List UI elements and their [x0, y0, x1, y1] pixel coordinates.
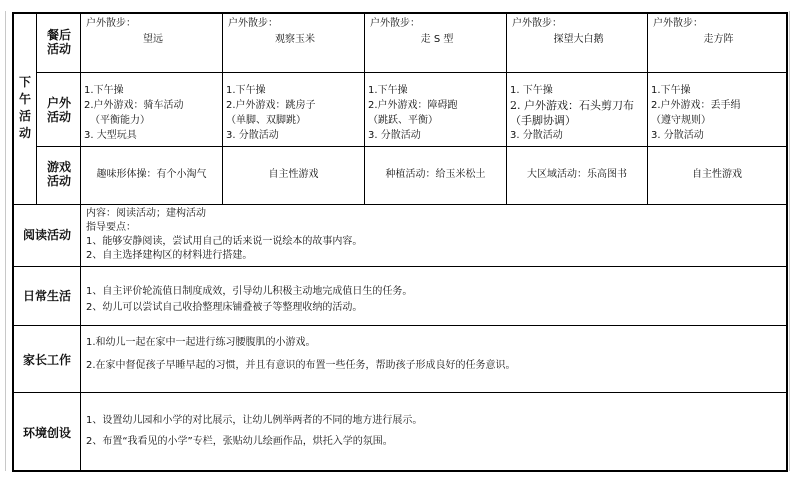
outdoor-line: 3. 分散活动 — [368, 130, 421, 141]
outdoor-line: 1.下午操 — [84, 85, 124, 96]
row-label-game-text: 游戏活动 — [46, 160, 71, 188]
game-cell-text: 趣味形体操：有个小淘气 — [96, 169, 207, 180]
outdoor-line: （跳跃、平衡） — [368, 115, 438, 126]
parent-work-point: 1.和幼儿一起在家中一起进行练习腰腹肌的小游戏。 — [86, 337, 316, 348]
row-label-environment: 环境创设 — [22, 426, 71, 440]
outdoor-line: 2.户外游戏：障碍跑 — [368, 100, 458, 111]
row-label-game — [44, 160, 74, 188]
environment-point: 2、布置“我看见的小学”专栏，张贴幼儿绘画作品，烘托入学的氛围。 — [86, 436, 393, 447]
row-divider — [36, 146, 787, 147]
daily-life-point: 2、幼儿可以尝试自己收拾整理床铺叠被子等整理收纳的活动。 — [86, 302, 363, 313]
game-cell-wed — [365, 168, 506, 182]
outdoor-line: 1.下午操 — [651, 85, 691, 96]
meal-cell-tue — [228, 17, 362, 47]
meal-cell-wed — [370, 17, 504, 47]
reading-point: 1、能够安静阅读，尝试用自己的话来说一说绘本的故事内容。 — [86, 236, 363, 247]
outdoor-line: （手脚协调） — [510, 114, 576, 127]
row-divider — [36, 72, 787, 73]
meal-cell-title: 走 S 型 — [420, 34, 454, 45]
margin-guide — [5, 11, 6, 471]
outdoor-line: （平衡能力） — [90, 115, 150, 126]
outdoor-line: 3. 大型玩具 — [84, 130, 137, 141]
game-cell-text: 种植活动：给玉米松土 — [385, 169, 486, 180]
row-label-outdoor-text: 户外活动 — [46, 96, 71, 124]
outdoor-line: 1.下午操 — [226, 85, 266, 96]
outdoor-line: （遵守规则） — [651, 115, 711, 126]
row-label-outdoor — [44, 96, 74, 124]
meal-cell-title: 观察玉米 — [275, 34, 315, 45]
table-border-bottom — [12, 470, 787, 472]
table-border-top — [12, 12, 787, 14]
game-cell-text: 自主性游戏 — [268, 169, 319, 180]
environment-point: 1、设置幼儿园和小学的对比展示，让幼儿例举两者的不同的地方进行展示。 — [86, 415, 423, 426]
col-divider — [80, 12, 81, 472]
section-label-afternoon: 下午活动 — [18, 75, 31, 140]
meal-cell-prefix: 户外散步： — [86, 18, 136, 29]
row-label-parent-work: 家长工作 — [22, 353, 71, 367]
reading-content-line: 内容：阅读活动；建构活动 — [86, 208, 206, 219]
game-cell-tue — [223, 168, 364, 182]
meal-cell-fri — [653, 17, 784, 47]
meal-cell-title: 望远 — [143, 34, 163, 45]
parent-work-content — [86, 336, 784, 373]
reading-point: 2、自主选择建构区的材料进行搭建。 — [86, 250, 253, 261]
outdoor-line: 3. 分散活动 — [510, 130, 563, 141]
meal-cell-thu — [512, 17, 645, 47]
row-divider — [12, 204, 787, 205]
meal-cell-prefix: 户外散步： — [653, 18, 703, 29]
outdoor-line: 2.户外游戏：跳房子 — [226, 100, 316, 111]
outdoor-line: 3. 分散活动 — [226, 130, 279, 141]
outdoor-cell-tue — [226, 83, 362, 143]
daily-life-content — [86, 284, 784, 316]
row-label-daily-life: 日常生活 — [22, 289, 71, 303]
outdoor-line: 2.户外游戏：骑车活动 — [84, 100, 184, 111]
game-cell-text: 大区域活动：乐高图书 — [527, 169, 627, 180]
outdoor-line: 3. 分散活动 — [651, 130, 704, 141]
parent-work-point: 2.在家中督促孩子早睡早起的习惯，并且有意识的布置一些任务，帮助孩子形成良好的任务意识。 — [86, 360, 516, 371]
meal-cell-mon — [86, 17, 220, 47]
row-divider — [12, 392, 787, 393]
table-border-left — [12, 12, 14, 472]
row-label-meal-text: 餐后活动 — [46, 28, 71, 56]
game-cell-thu — [507, 168, 647, 182]
meal-cell-prefix: 户外散步： — [370, 18, 420, 29]
game-cell-mon — [81, 168, 222, 182]
outdoor-cell-thu — [510, 83, 645, 143]
game-cell-text: 自主性游戏 — [692, 169, 742, 180]
meal-cell-prefix: 户外散步： — [228, 18, 278, 29]
game-cell-fri — [648, 168, 786, 182]
table-border-right — [786, 12, 788, 472]
meal-cell-prefix: 户外散步： — [512, 18, 562, 29]
row-label-meal — [44, 28, 74, 56]
outdoor-line: （单脚、双脚跳） — [226, 115, 306, 126]
outdoor-cell-fri — [651, 83, 784, 143]
outdoor-cell-wed — [368, 83, 504, 143]
outdoor-cell-mon — [84, 83, 220, 143]
row-divider — [12, 266, 787, 267]
reading-content — [86, 207, 784, 263]
meal-cell-title: 探望大白鹅 — [553, 34, 604, 45]
row-divider — [12, 325, 787, 326]
outdoor-line: 2. 户外游戏：石头剪刀布 — [510, 99, 634, 112]
daily-life-point: 1、自主评价轮流值日制度成效，引导幼儿积极主动地完成值日生的任务。 — [86, 286, 413, 297]
outdoor-line: 1. 下午操 — [510, 85, 553, 96]
environment-content — [86, 414, 784, 449]
margin-guide — [789, 11, 790, 471]
outdoor-line: 1.下午操 — [368, 85, 408, 96]
row-label-reading: 阅读活动 — [22, 228, 71, 242]
col-divider — [36, 12, 37, 205]
meal-cell-title: 走方阵 — [703, 34, 734, 45]
reading-guide-heading: 指导要点： — [86, 222, 136, 233]
outdoor-line: 2.户外游戏：丢手绢 — [651, 100, 741, 111]
